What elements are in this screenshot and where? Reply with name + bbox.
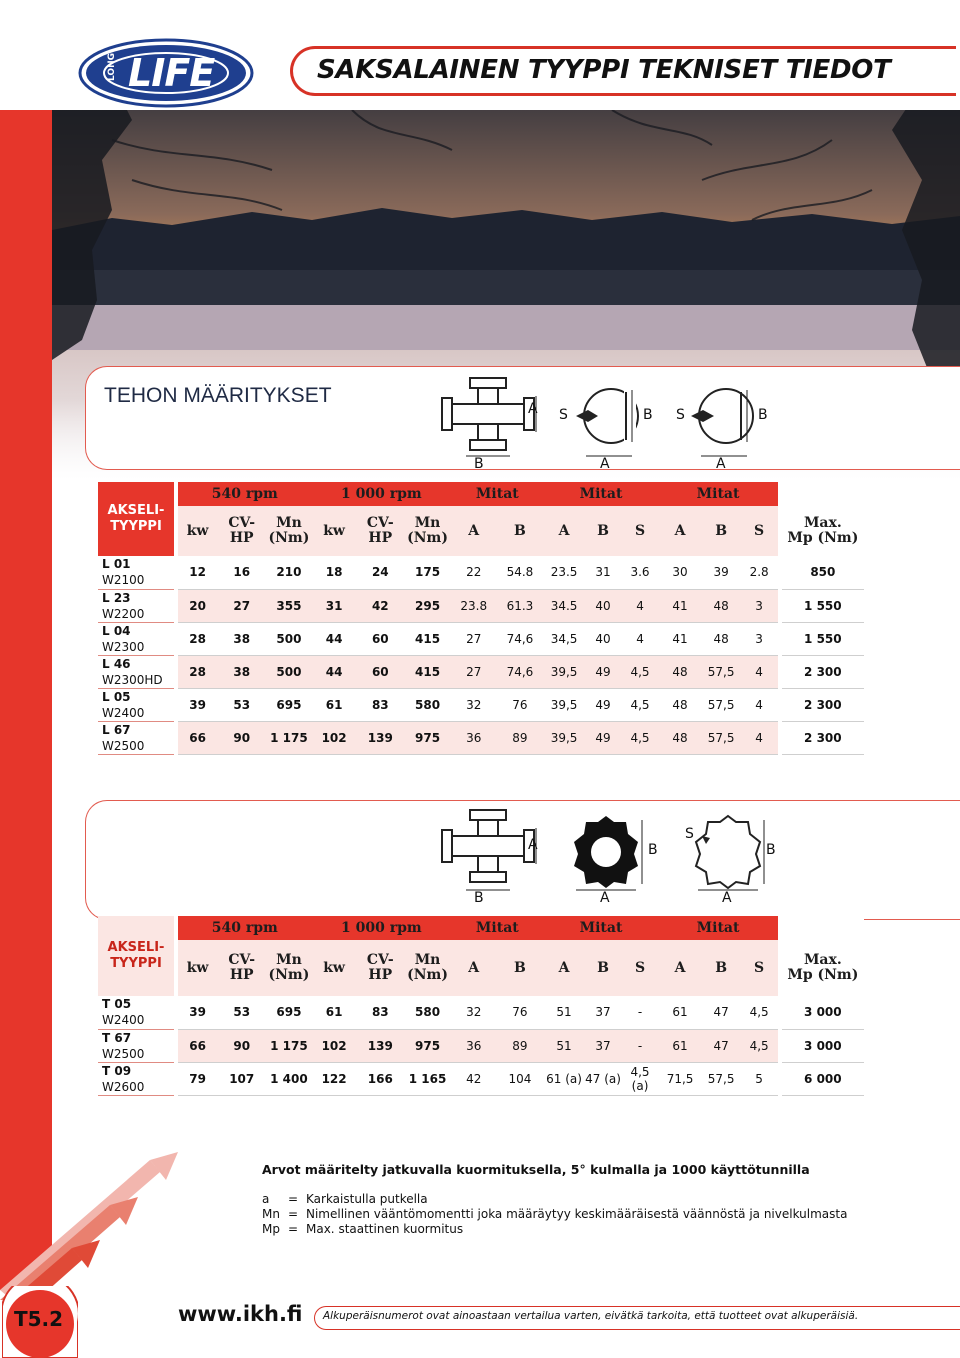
table-cell: 74,6 [496, 622, 543, 655]
table-cell: 580 [404, 996, 451, 1029]
group-header-mitat: Mitat [544, 482, 659, 506]
table-cell: 66 [178, 1029, 217, 1062]
axle-type-header [98, 916, 174, 996]
table-cell: 90 [217, 1029, 266, 1062]
dim-label-a: A [722, 890, 732, 906]
axle-code: L 23 [102, 590, 131, 605]
table-cell: 104 [496, 1062, 543, 1095]
table-cell: 28 [178, 655, 217, 688]
table-cell: 90 [217, 721, 266, 754]
dim-label-s: S [676, 407, 685, 423]
table-cell: 5 [741, 1062, 778, 1095]
table-cell: 27 [451, 655, 496, 688]
table-cell: 695 [266, 996, 311, 1029]
group-header-1000rpm: 1 000 rpm [312, 916, 452, 940]
group-header-mitat: Mitat [544, 916, 659, 940]
star-profile-icon [574, 816, 642, 890]
table-cell: 41 [659, 589, 702, 622]
table-cell: 76 [496, 688, 543, 721]
col-header-b: B [496, 940, 543, 996]
axle-name: W2100 [102, 573, 145, 588]
side-accent-band [0, 0, 52, 1290]
legend-row: a = Karkaistulla putkella [262, 1192, 428, 1206]
table-cell: 415 [404, 655, 451, 688]
axle-name: W2300 [102, 639, 145, 654]
title-frame [290, 46, 956, 96]
axle-type-cell [98, 655, 174, 688]
legend [262, 1192, 847, 1237]
table-cell: 60 [357, 655, 404, 688]
table-cell: 39,5 [544, 721, 585, 754]
table-row [98, 589, 864, 622]
dim-label-b: B [643, 407, 653, 423]
table-cell: 61.3 [496, 589, 543, 622]
axle-type-cell [98, 556, 174, 589]
table-cell: 4,5 [741, 996, 778, 1029]
axle-name: W2500 [102, 1046, 145, 1061]
table-cell: 41 [659, 622, 702, 655]
col-header-mn: Mn (Nm) [404, 940, 451, 996]
table-cell: 102 [312, 721, 357, 754]
table-cell: 61 [312, 688, 357, 721]
table-cell: 22 [451, 556, 496, 589]
max-mp-cell: 850 [782, 556, 864, 589]
table-cell: - [622, 1029, 659, 1062]
table-cell: 32 [451, 688, 496, 721]
col-header-kw: kw [312, 940, 357, 996]
axle-type-cell [98, 1029, 174, 1062]
profile-diagrams-2 [436, 808, 816, 913]
axle-name: W2300HD [102, 672, 163, 687]
table-cell: 4,5 [622, 688, 659, 721]
table-cell: 16 [217, 556, 266, 589]
max-mp-cell: 3 000 [782, 1029, 864, 1062]
table-row [98, 556, 864, 589]
table-cell: 500 [266, 655, 311, 688]
table-cell: 4,5 [741, 1029, 778, 1062]
table-cell: 4 [741, 721, 778, 754]
table-cell: 57,5 [702, 1062, 741, 1095]
group-header-540rpm: 540 rpm [178, 916, 311, 940]
table-cell: 34,5 [544, 622, 585, 655]
table-cell: 51 [544, 996, 585, 1029]
group-header-mitat: Mitat [659, 916, 778, 940]
table-cell: 66 [178, 721, 217, 754]
dim-label-b: B [648, 842, 658, 858]
col-header-a: A [659, 940, 702, 996]
axle-type-cell [98, 688, 174, 721]
col-header-b: B [585, 506, 622, 556]
axle-type-cell [98, 996, 174, 1029]
dim-label-a: A [528, 401, 538, 417]
table-row [98, 721, 864, 754]
col-header-s: S [741, 940, 778, 996]
col-header-a: A [451, 506, 496, 556]
dim-label-b: B [474, 890, 484, 906]
table-cell: 4,5 (a) [622, 1062, 659, 1095]
col-header-s: S [622, 506, 659, 556]
table-cell: 57,5 [702, 688, 741, 721]
table-cell: 34.5 [544, 589, 585, 622]
col-header-a: A [544, 506, 585, 556]
col-header-max-mp: Max. Mp (Nm) [782, 506, 864, 556]
table-cell: 139 [357, 1029, 404, 1062]
max-mp-cell: 2 300 [782, 655, 864, 688]
table-cell: 166 [357, 1062, 404, 1095]
dim-label-a: A [600, 456, 610, 472]
table-cell: 39,5 [544, 688, 585, 721]
table-cell: 32 [451, 996, 496, 1029]
table-cell: 1 165 [404, 1062, 451, 1095]
table-cell: - [622, 996, 659, 1029]
table-cell: 1 400 [266, 1062, 311, 1095]
table-cell: 12 [178, 556, 217, 589]
col-header-kw: kw [178, 940, 217, 996]
dim-label-s: S [559, 407, 568, 423]
table-cell: 48 [702, 622, 741, 655]
table-cell: 40 [585, 622, 622, 655]
table-cell: 57,5 [702, 655, 741, 688]
table-cell: 23.8 [451, 589, 496, 622]
col-header-max-mp: Max. Mp (Nm) [782, 940, 864, 996]
table-row [98, 655, 864, 688]
table-row [98, 688, 864, 721]
spec-table-1-body [98, 556, 864, 754]
table-cell: 4 [622, 589, 659, 622]
page-title: SAKSALAINEN TYYPPI TEKNISET TIEDOT [317, 55, 891, 85]
axle-header-line1: AKSELI- [107, 503, 165, 518]
table-cell: 48 [659, 721, 702, 754]
table-cell: 31 [312, 589, 357, 622]
axle-header-line2: TYYPPI [110, 956, 162, 971]
col-header-cvhp: CV-HP [217, 506, 266, 556]
group-header-540rpm: 540 rpm [178, 482, 311, 506]
table-cell: 44 [312, 655, 357, 688]
dim-label-a: A [716, 456, 726, 472]
table-cell: 139 [357, 721, 404, 754]
table-cell: 61 [659, 1029, 702, 1062]
axle-name: W2200 [102, 606, 145, 621]
col-header-mn: Mn (Nm) [266, 506, 311, 556]
col-header-mn: Mn (Nm) [404, 506, 451, 556]
col-header-mn: Mn (Nm) [266, 940, 311, 996]
dim-label-s: S [685, 826, 694, 842]
group-header-mitat: Mitat [451, 482, 543, 506]
axle-header-line2: TYYPPI [110, 519, 162, 534]
dim-label-b: B [758, 407, 768, 423]
table-cell: 44 [312, 622, 357, 655]
table-cell: 1 175 [266, 721, 311, 754]
table-cell: 48 [702, 589, 741, 622]
col-header-a: A [659, 506, 702, 556]
table-cell: 2.8 [741, 556, 778, 589]
axle-code: L 05 [102, 689, 131, 704]
table-cell: 57,5 [702, 721, 741, 754]
table-cell: 79 [178, 1062, 217, 1095]
table-cell: 54.8 [496, 556, 543, 589]
max-mp-cell: 2 300 [782, 721, 864, 754]
table-cell: 42 [357, 589, 404, 622]
logo-main-text: LIFE [128, 51, 215, 95]
axle-code: T 67 [102, 1030, 132, 1045]
col-header-kw: kw [312, 506, 357, 556]
table-cell: 48 [659, 688, 702, 721]
table-cell: 102 [312, 1029, 357, 1062]
decorative-arrows [0, 1150, 200, 1300]
table-cell: 40 [585, 589, 622, 622]
table-cell: 355 [266, 589, 311, 622]
table-cell: 24 [357, 556, 404, 589]
col-header-cvhp: CV-HP [217, 940, 266, 996]
table-cell: 61 (a) [544, 1062, 585, 1095]
table-cell: 580 [404, 688, 451, 721]
table-cell: 175 [404, 556, 451, 589]
group-header-1000rpm: 1 000 rpm [312, 482, 452, 506]
table-cell: 18 [312, 556, 357, 589]
star-tube-profile-icon [696, 816, 764, 890]
table-cell: 31 [585, 556, 622, 589]
table-cell: 3 [741, 622, 778, 655]
table-row [98, 1062, 864, 1095]
table-cell: 3 [741, 589, 778, 622]
max-mp-cell: 3 000 [782, 996, 864, 1029]
table-cell: 47 [702, 996, 741, 1029]
spec-table-2 [98, 916, 864, 1096]
axle-code: L 04 [102, 623, 131, 638]
table-cell: 47 (a) [585, 1062, 622, 1095]
tube-profile-2-icon [691, 389, 753, 456]
table-cell: 975 [404, 1029, 451, 1062]
table-cell: 37 [585, 996, 622, 1029]
table-cell: 60 [357, 622, 404, 655]
table-cell: 53 [217, 996, 266, 1029]
axle-name: W2400 [102, 1013, 145, 1028]
table-cell: 30 [659, 556, 702, 589]
axle-type-header [98, 482, 174, 556]
tube-profile-1-icon [576, 389, 638, 456]
col-header-s: S [622, 940, 659, 996]
table-cell: 107 [217, 1062, 266, 1095]
col-header-cvhp: CV-HP [357, 506, 404, 556]
cross-joint-icon [442, 810, 536, 890]
table-cell: 1 175 [266, 1029, 311, 1062]
table-cell: 61 [659, 996, 702, 1029]
max-mp-cell: 1 550 [782, 589, 864, 622]
dim-label-a: A [528, 837, 538, 853]
axle-type-cell [98, 721, 174, 754]
table-cell: 39 [178, 688, 217, 721]
group-header-mitat: Mitat [451, 916, 543, 940]
table-cell: 122 [312, 1062, 357, 1095]
table-cell: 83 [357, 688, 404, 721]
table-cell: 38 [217, 622, 266, 655]
col-header-b: B [585, 940, 622, 996]
col-header-cvhp: CV-HP [357, 940, 404, 996]
axle-name: W2500 [102, 738, 145, 753]
group-header-mitat: Mitat [659, 482, 778, 506]
table-cell: 36 [451, 1029, 496, 1062]
col-header-s: S [741, 506, 778, 556]
axle-header-line1: AKSELI- [107, 940, 165, 955]
table-cell: 4,5 [622, 655, 659, 688]
col-header-a: A [544, 940, 585, 996]
col-header-a: A [451, 940, 496, 996]
col-header-b: B [702, 940, 741, 996]
dim-label-a: A [600, 890, 610, 906]
table-cell: 695 [266, 688, 311, 721]
axle-code: T 05 [102, 997, 132, 1012]
table-cell: 39 [702, 556, 741, 589]
table-cell: 36 [451, 721, 496, 754]
page-number: T5.2 [14, 1307, 64, 1331]
table-cell: 23.5 [544, 556, 585, 589]
table-cell: 71,5 [659, 1062, 702, 1095]
axle-code: T 09 [102, 1063, 132, 1078]
table-cell: 74,6 [496, 655, 543, 688]
table-cell: 47 [702, 1029, 741, 1062]
section-title: TEHON MÄÄRITYKSET [104, 384, 332, 407]
table-cell: 89 [496, 721, 543, 754]
table-cell: 415 [404, 622, 451, 655]
max-mp-cell: 1 550 [782, 622, 864, 655]
cross-joint-icon [442, 378, 536, 456]
axle-code: L 01 [102, 557, 131, 572]
table-cell: 295 [404, 589, 451, 622]
table-cell: 28 [178, 622, 217, 655]
table-cell: 89 [496, 1029, 543, 1062]
table-cell: 500 [266, 622, 311, 655]
axle-name: W2600 [102, 1079, 145, 1094]
table-cell: 51 [544, 1029, 585, 1062]
table-cell: 27 [451, 622, 496, 655]
max-mp-cell: 2 300 [782, 688, 864, 721]
table-row [98, 622, 864, 655]
table-cell: 49 [585, 655, 622, 688]
table-cell: 38 [217, 655, 266, 688]
table-cell: 53 [217, 688, 266, 721]
col-header-b: B [496, 506, 543, 556]
dim-label-b: B [766, 842, 776, 858]
axle-type-cell [98, 1062, 174, 1095]
max-mp-cell: 6 000 [782, 1062, 864, 1095]
table-cell: 210 [266, 556, 311, 589]
website-link[interactable]: www.ikh.fi [178, 1302, 303, 1326]
table-cell: 4 [741, 688, 778, 721]
table-cell: 4 [741, 655, 778, 688]
profile-diagrams-1 [436, 376, 816, 476]
axle-type-cell [98, 622, 174, 655]
table-cell: 39 [178, 996, 217, 1029]
legend-row: Mn = Nimellinen vääntömomentti joka määräytyy keskimääräisestä väännöstä ja nivelkulmasta [262, 1207, 848, 1221]
table-cell: 4 [622, 622, 659, 655]
disclaimer-box [314, 1306, 960, 1330]
table-cell: 61 [312, 996, 357, 1029]
spec-table-1 [98, 482, 864, 755]
table-cell: 76 [496, 996, 543, 1029]
table-row [98, 1029, 864, 1062]
disclaimer-text: Alkuperäisnumerot ovat ainoastaan vertailua varten, eivätkä tarkoita, että tuotteet ovat alkuperäisiä. [323, 1310, 859, 1322]
axle-code: L 67 [102, 722, 131, 737]
table-cell: 83 [357, 996, 404, 1029]
table-cell: 4,5 [622, 721, 659, 754]
axle-type-cell [98, 589, 174, 622]
axle-name: W2400 [102, 705, 145, 720]
axle-code: L 46 [102, 656, 131, 671]
table-cell: 20 [178, 589, 217, 622]
spec-table-2-body [98, 996, 864, 1095]
col-header-b: B [702, 506, 741, 556]
table-cell: 37 [585, 1029, 622, 1062]
table-cell: 49 [585, 688, 622, 721]
longlife-logo [78, 38, 254, 108]
table-cell: 3.6 [622, 556, 659, 589]
logo-small-text: LONG [106, 53, 117, 81]
col-header-kw: kw [178, 506, 217, 556]
table-cell: 39,5 [544, 655, 585, 688]
table-cell: 27 [217, 589, 266, 622]
dim-label-b: B [474, 456, 484, 472]
note-main: Arvot määritelty jatkuvalla kuormituksella, 5° kulmalla ja 1000 käyttötunnilla [262, 1162, 810, 1177]
legend-row: Mp = Max. staattinen kuormitus [262, 1222, 464, 1236]
table-cell: 42 [451, 1062, 496, 1095]
table-cell: 975 [404, 721, 451, 754]
table-cell: 48 [659, 655, 702, 688]
table-cell: 49 [585, 721, 622, 754]
table-row [98, 996, 864, 1029]
